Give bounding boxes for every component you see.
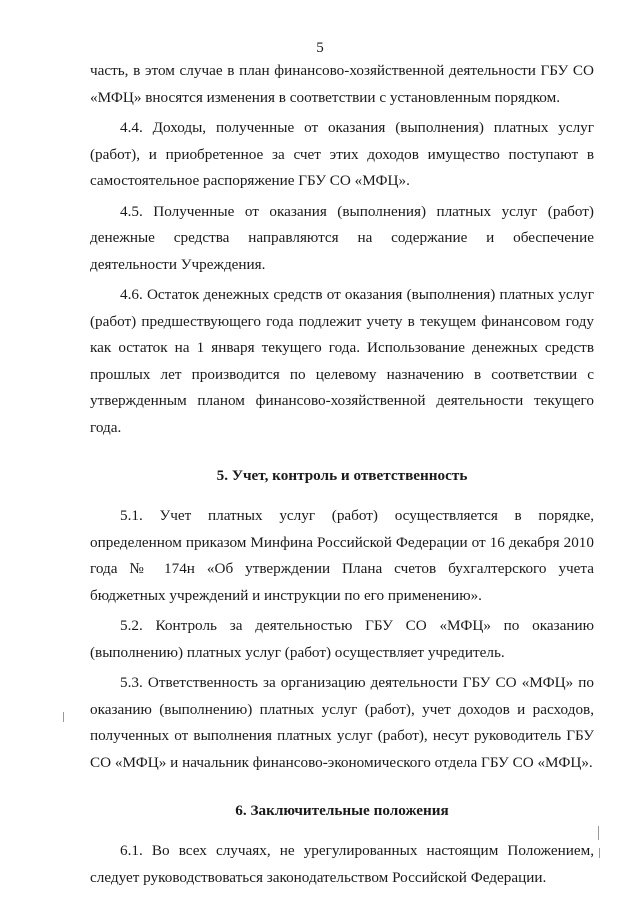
page-number: 5 bbox=[316, 40, 324, 56]
paragraph-6-1: 6.1. Во всех случаях, не урегулированных настоящим Положением, следует руководствоваться законодательством Российской Федерации. bbox=[90, 842, 594, 886]
paragraph-5-1: 5.1. Учет платных услуг (работ) осуществляется в порядке, определенном приказом Минфина Российской Федерации от 16 декабря 2010 года № 174н «Об утверждении Плана счетов бухгалтерского учета бюджетных учреждений и инструкции по его применению». bbox=[90, 507, 594, 604]
document-body bbox=[90, 58, 594, 891]
paragraph-5-3: 5.3. Ответственность за организацию деятельности ГБУ СО «МФЦ» по оказанию (выполнению) платных услуг (работ), учет доходов и расходов, полученных от выполнения платных услуг (работ), несут руководитель ГБУ СО «МФЦ» и начальник финансово-экономического отдела ГБУ СО «МФЦ». bbox=[90, 674, 594, 771]
scan-artifact-mark bbox=[63, 712, 64, 722]
paragraph-5-2: 5.2. Контроль за деятельностью ГБУ СО «МФЦ» по оказанию (выполнению) платных услуг (работ) осуществляет учредитель. bbox=[90, 617, 594, 661]
paragraph-continuation: часть, в этом случае в план финансово-хозяйственной деятельности ГБУ СО «МФЦ» вносятся изменения в соответствии с установленным порядком. bbox=[90, 62, 594, 106]
scan-artifact-mark bbox=[599, 848, 600, 858]
paragraph-4-5: 4.5. Полученные от оказания (выполнения) платных услуг (работ) денежные средства направляются на содержание и обеспечение деятельности Учреждения. bbox=[90, 202, 594, 273]
paragraph-4-4: 4.4. Доходы, полученные от оказания (выполнения) платных услуг (работ), и приобретенное за счет этих доходов имущество поступают в самостоятельное распоряжение ГБУ СО «МФЦ». bbox=[90, 119, 594, 189]
section-5-heading: 5. Учет, контроль и ответственность bbox=[216, 467, 468, 484]
section-6-heading: 6. Заключительные положения bbox=[235, 802, 449, 819]
scan-artifact-mark bbox=[598, 826, 599, 840]
paragraph-4-6: 4.6. Остаток денежных средств от оказания (выполнения) платных услуг (работ) предшествующего года подлежит учету в текущем финансовом году как остаток на 1 января текущего года. Использование денежных средств прошлых лет производится по целевому назначению в соответствии с утвержденным планом финансово-хозяйственной деятельности текущего года. bbox=[90, 286, 594, 436]
